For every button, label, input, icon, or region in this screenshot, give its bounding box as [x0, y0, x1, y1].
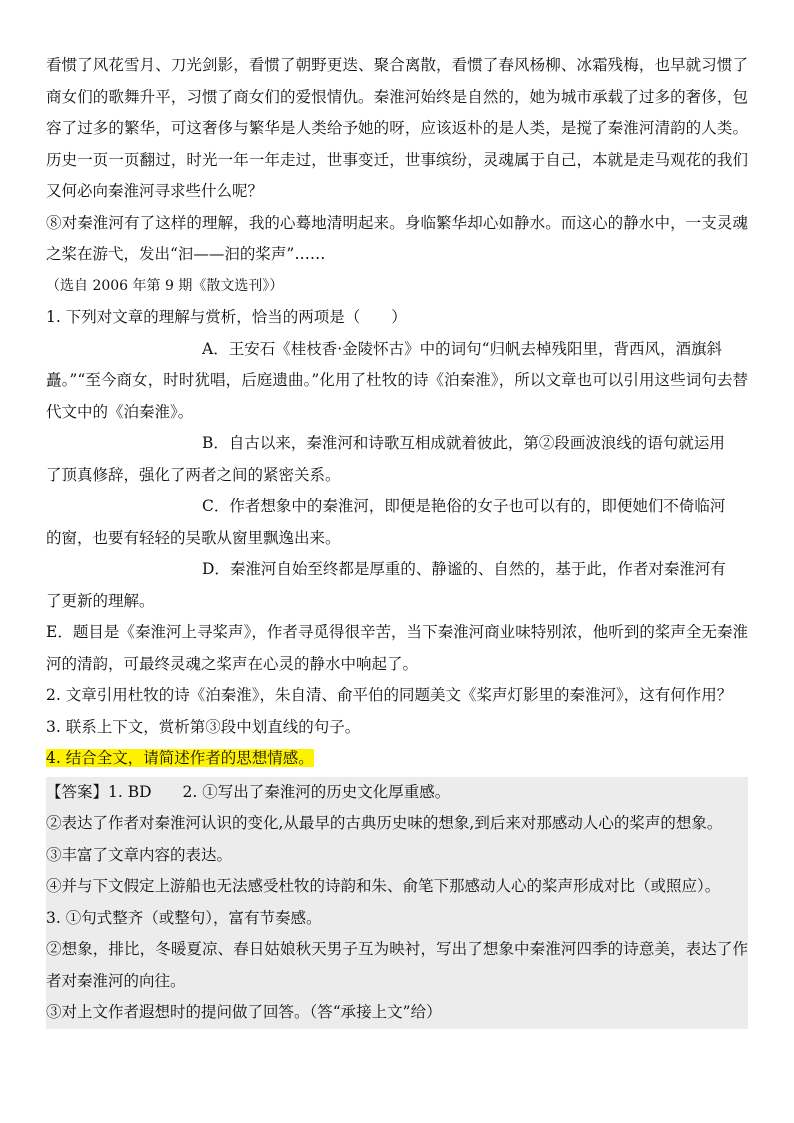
question-2: 2. 文章引用杜牧的诗《泊秦淮》，朱自清、俞平伯的同题美文《桨声灯影里的秦淮河》，这有何作用？ [46, 686, 733, 704]
passage-paragraph-8: ⑧对秦淮河有了这样的理解，我的心蓦地清明起来。身临繁华却心如静水。而这心的静水中，一支灵魂之桨在游弋，发出“汩——汩的桨声”…… [46, 213, 748, 263]
option-b-line2: 了顶真修辞，强化了两者之间的紧密关系。 [46, 465, 341, 484]
answer-line-5: 3. ①句式整齐（或整句），富有节奏感。 [46, 903, 748, 935]
option-c-line2: 的窗，也要有轻轻的吴歌从窗里飘逸出来。 [46, 528, 341, 547]
passage-source: （选自 2006 年第 9 期《散文选刊》） [46, 277, 284, 294]
passage-paragraph-7: 看惯了风花雪月、刀光剑影，看惯了朝野更迭、聚合离散，看惯了春风杨柳、冰霜残梅，也早就习惯了商女们的歌舞升平，习惯了商女们的爱恨情仇。秦淮河始终是自然的，她为城市承载了过多的奢侈，包容了过多的繁华，可这奢侈与繁华是人类给予她的呀，应该返朴的是人类，是搅了秦淮河清韵的人类。历史一页一页翻过，时光一年一年走过，世事变迁，世事缤纷，灵魂属于自己，本就是走马观花的我们又何必向秦淮河寻求些什么呢？ [46, 56, 748, 200]
question-3: 3. 联系上下文，赏析第③段中划直线的句子。 [46, 717, 361, 736]
question-4-highlighted: 4. 结合全文，请简述作者的思想情感。 [46, 749, 314, 767]
document-page [46, 50, 748, 1029]
option-d-line1: D．秦淮河自始至终都是厚重的、静谧的、自然的，基于此，作者对秦淮河有 [202, 560, 726, 578]
option-a-line1: A．王安石《桂枝香·金陵怀古》中的词句“归帆去棹残阳里，背西风，酒旗斜 [202, 339, 723, 358]
option-b-line1: B．自古以来，秦淮河和诗歌互相成就着彼此，第②段画波浪线的语句就运用 [202, 434, 725, 452]
option-d-line2: 了更新的理解。 [46, 591, 155, 610]
option-e: E．题目是《秦淮河上寻桨声》，作者寻觅得很辛苦，当下秦淮河商业味特别浓，他听到的桨声全无秦淮河的清韵，可最终灵魂之桨声在心灵的静水中响起了。 [46, 623, 748, 673]
answer-block [46, 777, 748, 1029]
option-a-line2: 矗。”“至今商女，时时犹唱，后庭遗曲。”化用了杜牧的诗《泊秦淮》，所以文章也可以引用这些词句去替代文中的《泊秦淮》。 [46, 371, 748, 421]
answer-line-2: ②表达了作者对秦淮河认识的变化,从最早的古典历史味的想象,到后来对那感动人心的桨声的想象。 [46, 808, 748, 840]
answer-line-6: ②想象，排比，冬暖夏凉、春日姑娘秋天男子互为映衬，写出了想象中秦淮河四季的诗意美，表达了作者对秦淮河的向往。 [46, 934, 748, 997]
answer-line-4: ④并与下文假定上游船也无法感受杜牧的诗韵和朱、俞笔下那感动人心的桨声形成对比（或照应）。 [46, 871, 748, 903]
answer-line-1: 【答案】1. BD 2. ①写出了秦淮河的历史文化厚重感。 [46, 777, 748, 809]
answer-line-3: ③丰富了文章内容的表达。 [46, 840, 748, 872]
question-1: 1. 下列对文章的理解与赏析，恰当的两项是（ ） [46, 308, 407, 326]
answer-line-7: ③对上文作者遐想时的提问做了回答。（答“承接上文”给） [46, 997, 748, 1029]
option-c-line1: C．作者想象中的秦淮河，即便是艳俗的女子也可以有的，即便她们不倚临河 [202, 497, 726, 515]
